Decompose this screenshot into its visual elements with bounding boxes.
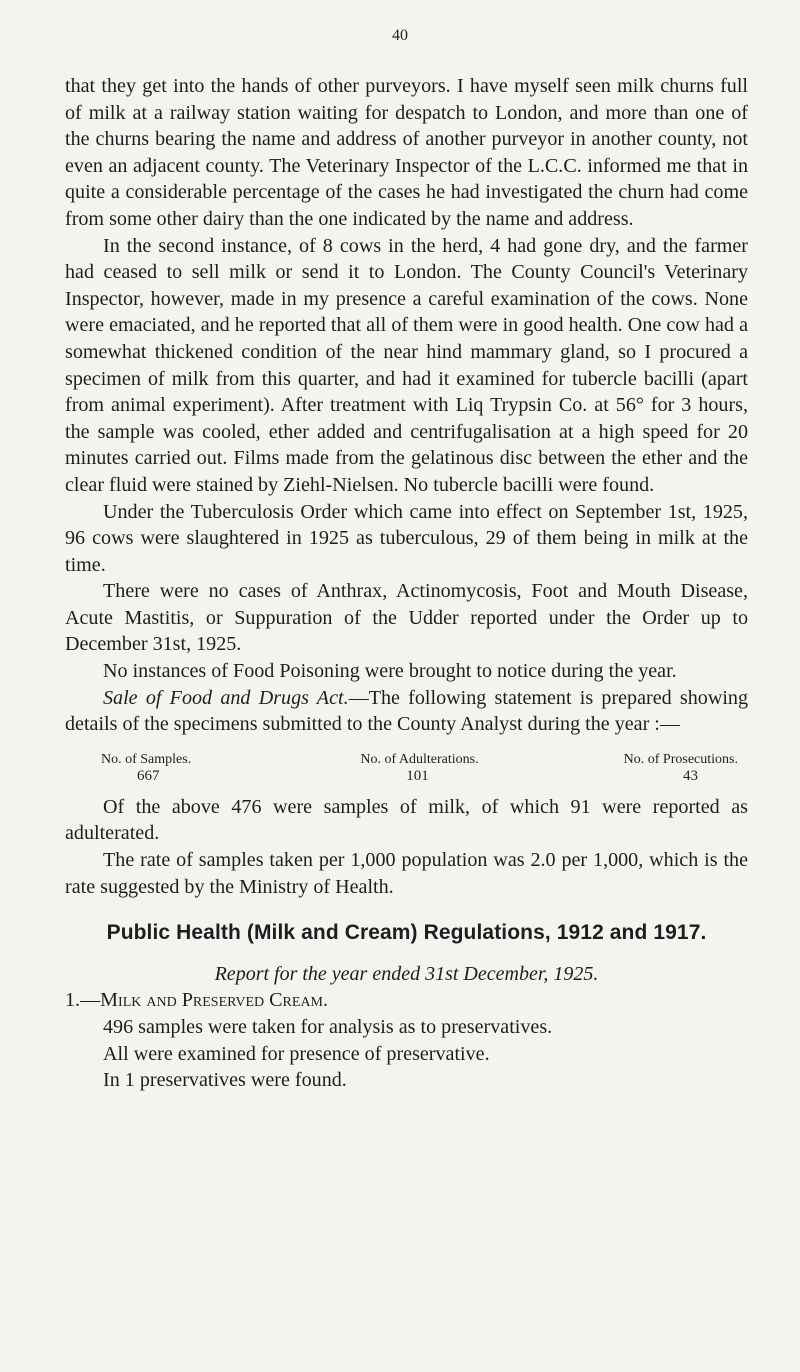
header-prosecutions: No. of Prosecutions.: [623, 751, 738, 767]
samples-table-values: [65, 768, 748, 784]
paragraph-5: No instances of Food Poisoning were brought to notice during the year.: [103, 660, 677, 683]
value-prosecutions: 43: [683, 767, 698, 784]
section-1-line-2: All were examined for presence of preservative.: [103, 1042, 490, 1065]
samples-table-header: [65, 752, 748, 768]
section-1-name: Milk and Preserved Cream.: [100, 989, 329, 1012]
section-1-title: [65, 987, 748, 1014]
header-adulterations: No. of Adulterations.: [360, 751, 479, 767]
act-title: Sale of Food and Drugs Act.: [103, 686, 349, 709]
section-1-line-3: In 1 preservatives were found.: [103, 1069, 347, 1092]
act-statement: —The following statement is prepared showing details of the specimens submitted to the County Analyst during the year :—: [65, 686, 749, 736]
page-number: 40: [392, 27, 408, 44]
paragraph-2: In the second instance, of 8 cows in the herd, 4 had gone dry, and the farmer had ceased to sell milk or send it to London. The County Council's Veterinary Inspector, however, made in my presence a careful examination of the cows. None were emaciated, and he reported that all of them were in good health. One cow had a somewhat thickened condition of the near hind mammary gland, so I procured a specimen of milk from this quarter, and had it examined for tubercle bacilli (apart from animal experiment). After treatment with Liq Trypsin Co. at 56° for 3 hours, the sample was cooled, ether added and centrifugalisation at a high speed for 20 minutes carried out. Films made from the gelatinous disc between the ether and the clear fluid were stained by Ziehl-Nielsen. No tubercle bacilli were found.: [65, 234, 748, 496]
regulations-heading: Public Health (Milk and Cream) Regulations, 1912 and 1917.: [106, 921, 707, 945]
value-adulterations: 101: [406, 767, 429, 784]
header-samples: No. of Samples.: [101, 751, 192, 767]
paragraph-4: There were no cases of Anthrax, Actinomycosis, Foot and Mouth Disease, Acute Mastitis, or Suppuration of the Udder reported under the Order up to December 31st, 1925.: [65, 580, 748, 656]
value-samples: 667: [137, 767, 160, 784]
paragraph-7: Of the above 476 were samples of milk, of which 91 were reported as adulterated.: [65, 795, 748, 845]
paragraph-8: The rate of samples taken per 1,000 population was 2.0 per 1,000, which is the rate suggested by the Ministry of Health.: [65, 849, 748, 898]
paragraph-1: that they get into the hands of other purveyors. I have myself seen milk churns full of milk at a railway station waiting for despatch to London, and more than one of the churns bearing the name and address of another purveyor in another county, not even an adjacent county. The Veterinary Inspector of the L.C.C. informed me that in quite a considerable percentage of the cases he had investigated the churn had come from some other dairy than the one indicated by the name and address.: [65, 75, 748, 230]
body-text: [65, 0, 748, 1094]
section-1-line-1: 496 samples were taken for analysis as to preservatives.: [103, 1016, 553, 1038]
samples-table: [65, 752, 748, 784]
paragraph-6: [65, 685, 748, 738]
report-subheading: Report for the year ended 31st December, 1925.: [214, 962, 599, 985]
paragraph-3: Under the Tuberculosis Order which came into effect on September 1st, 1925, 96 cows were slaughtered in 1925 as tuberculous, 29 of them being in milk at the time.: [65, 500, 748, 576]
section-1-number: 1.—: [65, 989, 101, 1012]
